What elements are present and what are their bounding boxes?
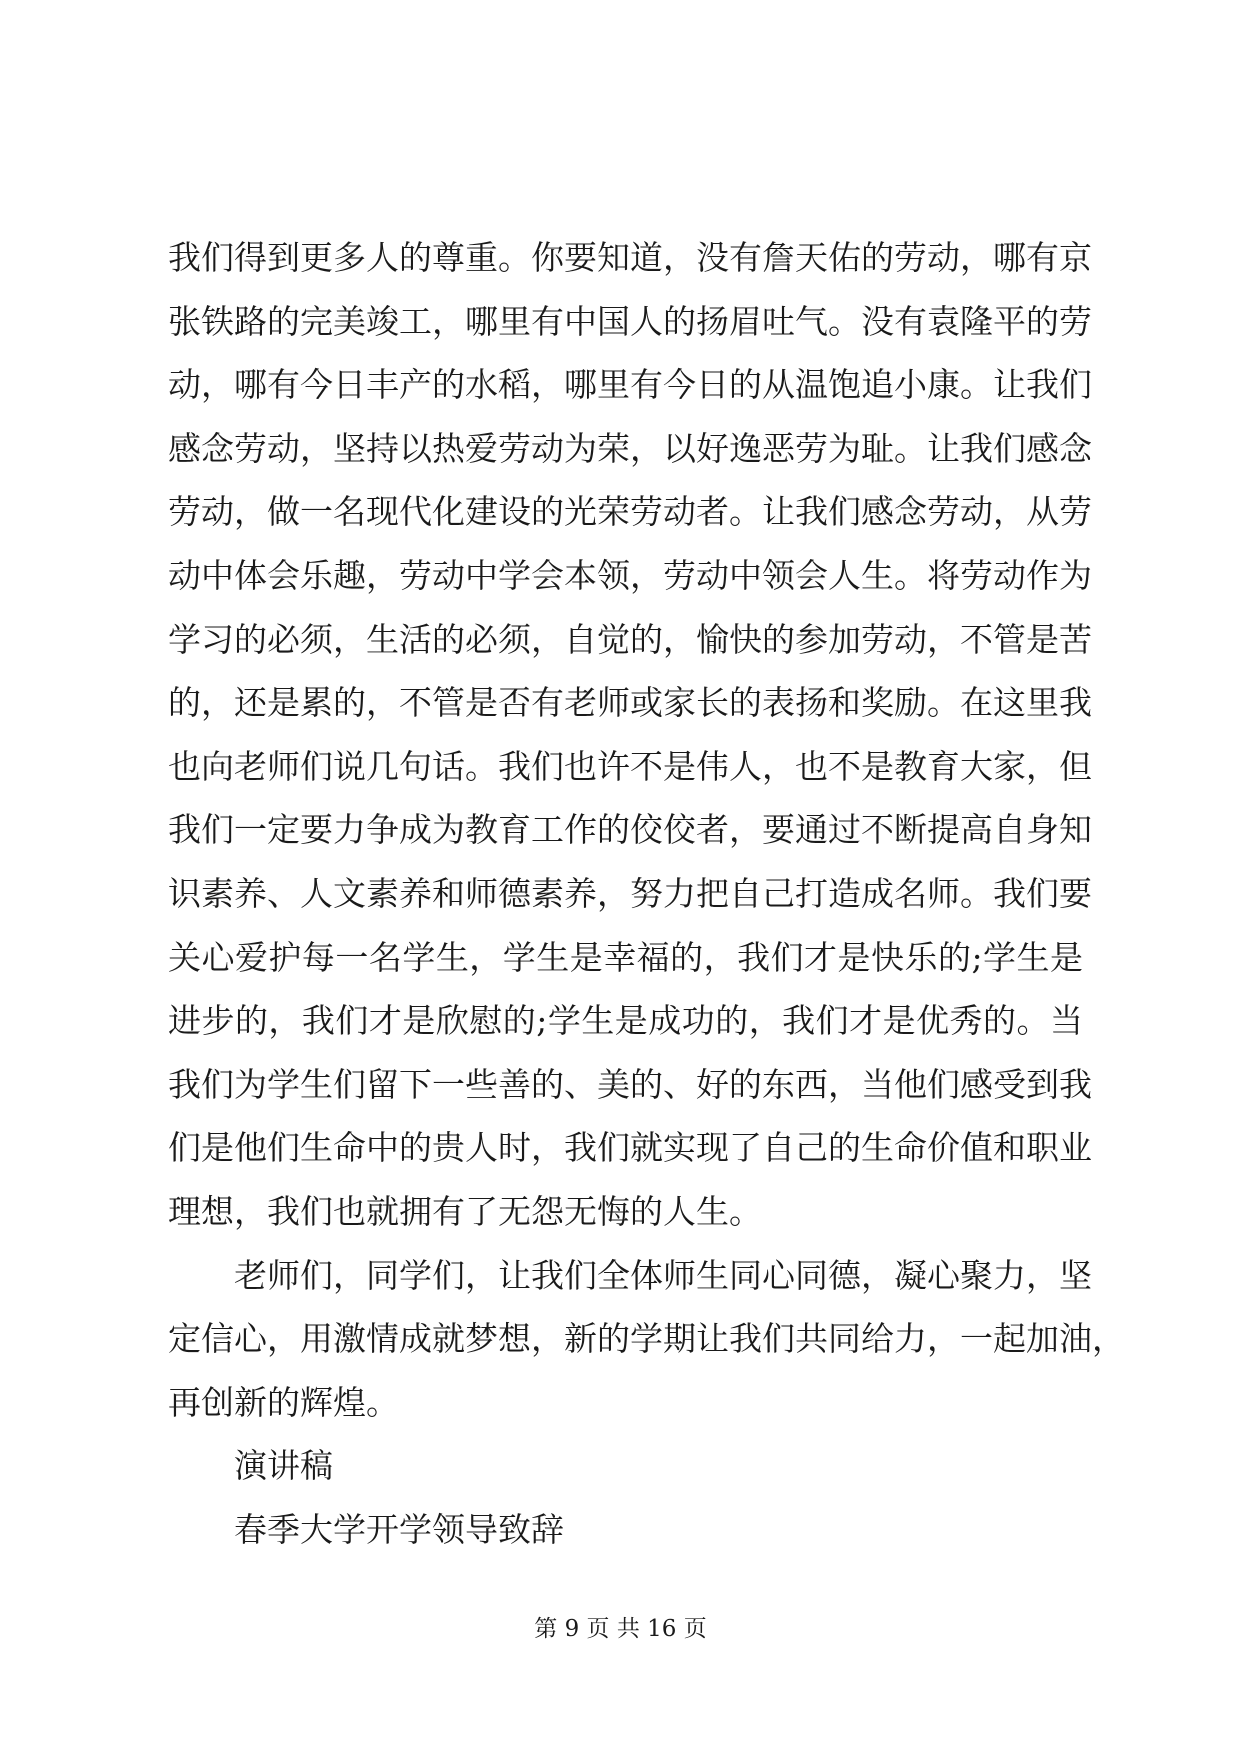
- text-line: 我们得到更多人的尊重。你要知道，没有詹天佑的劳动，哪有京: [168, 238, 1092, 277]
- text-line: 学习的必须，生活的必须，自觉的，愉快的参加劳动，不管是苦: [168, 619, 1092, 659]
- text-line: 动，哪有今日丰产的水稻，哪里有今日的从温饱追小康。让我们: [168, 365, 1092, 405]
- text-line: 再创新的辉煌。: [168, 1382, 399, 1422]
- text-line: 老师们，同学们，让我们全体师生同心同德，凝心聚力，坚: [234, 1255, 1092, 1295]
- page-footer: 第 9 页 共 16 页: [534, 1616, 707, 1642]
- text-line: 演讲稿: [234, 1446, 333, 1486]
- text-line: 也向老师们说几句话。我们也许不是伟人，也不是教育大家，但: [168, 746, 1092, 786]
- text-line: 我们一定要力争成为教育工作的佼佼者，要通过不断提高自身知: [168, 810, 1092, 850]
- text-line: 识素养、人文素养和师德素养，努力把自己打造成名师。我们要: [168, 873, 1092, 913]
- text-line: 定信心，用激情成就梦想，新的学期让我们共同给力，一起加油，: [168, 1319, 1125, 1359]
- text-line: 劳动，做一名现代化建设的光荣劳动者。让我们感念劳动，从劳: [168, 492, 1092, 532]
- text-line: 我们为学生们留下一些善的、美的、好的东西，当他们感受到我: [168, 1064, 1092, 1104]
- text-line: 感念劳动，坚持以热爱劳动为荣，以好逸恶劳为耻。让我们感念: [168, 428, 1092, 468]
- text-line: 关心爱护每一名学生，学生是幸福的，我们才是快乐的;学生是: [168, 937, 1083, 977]
- body-text: [168, 226, 1125, 1561]
- text-line: 春季大学开学领导致辞: [234, 1509, 564, 1549]
- text-line: 张铁路的完美竣工，哪里有中国人的扬眉吐气。没有袁隆平的劳: [168, 301, 1092, 341]
- text-line: 们是他们生命中的贵人时，我们就实现了自己的生命价值和职业: [168, 1128, 1092, 1168]
- text-line: 进步的，我们才是欣慰的;学生是成功的，我们才是优秀的。当: [168, 1001, 1083, 1041]
- text-line: 的，还是累的，不管是否有老师或家长的表扬和奖励。在这里我: [168, 683, 1092, 723]
- text-line: 理想，我们也就拥有了无怨无悔的人生。: [168, 1191, 762, 1231]
- text-line: 动中体会乐趣，劳动中学会本领，劳动中领会人生。将劳动作为: [168, 555, 1092, 595]
